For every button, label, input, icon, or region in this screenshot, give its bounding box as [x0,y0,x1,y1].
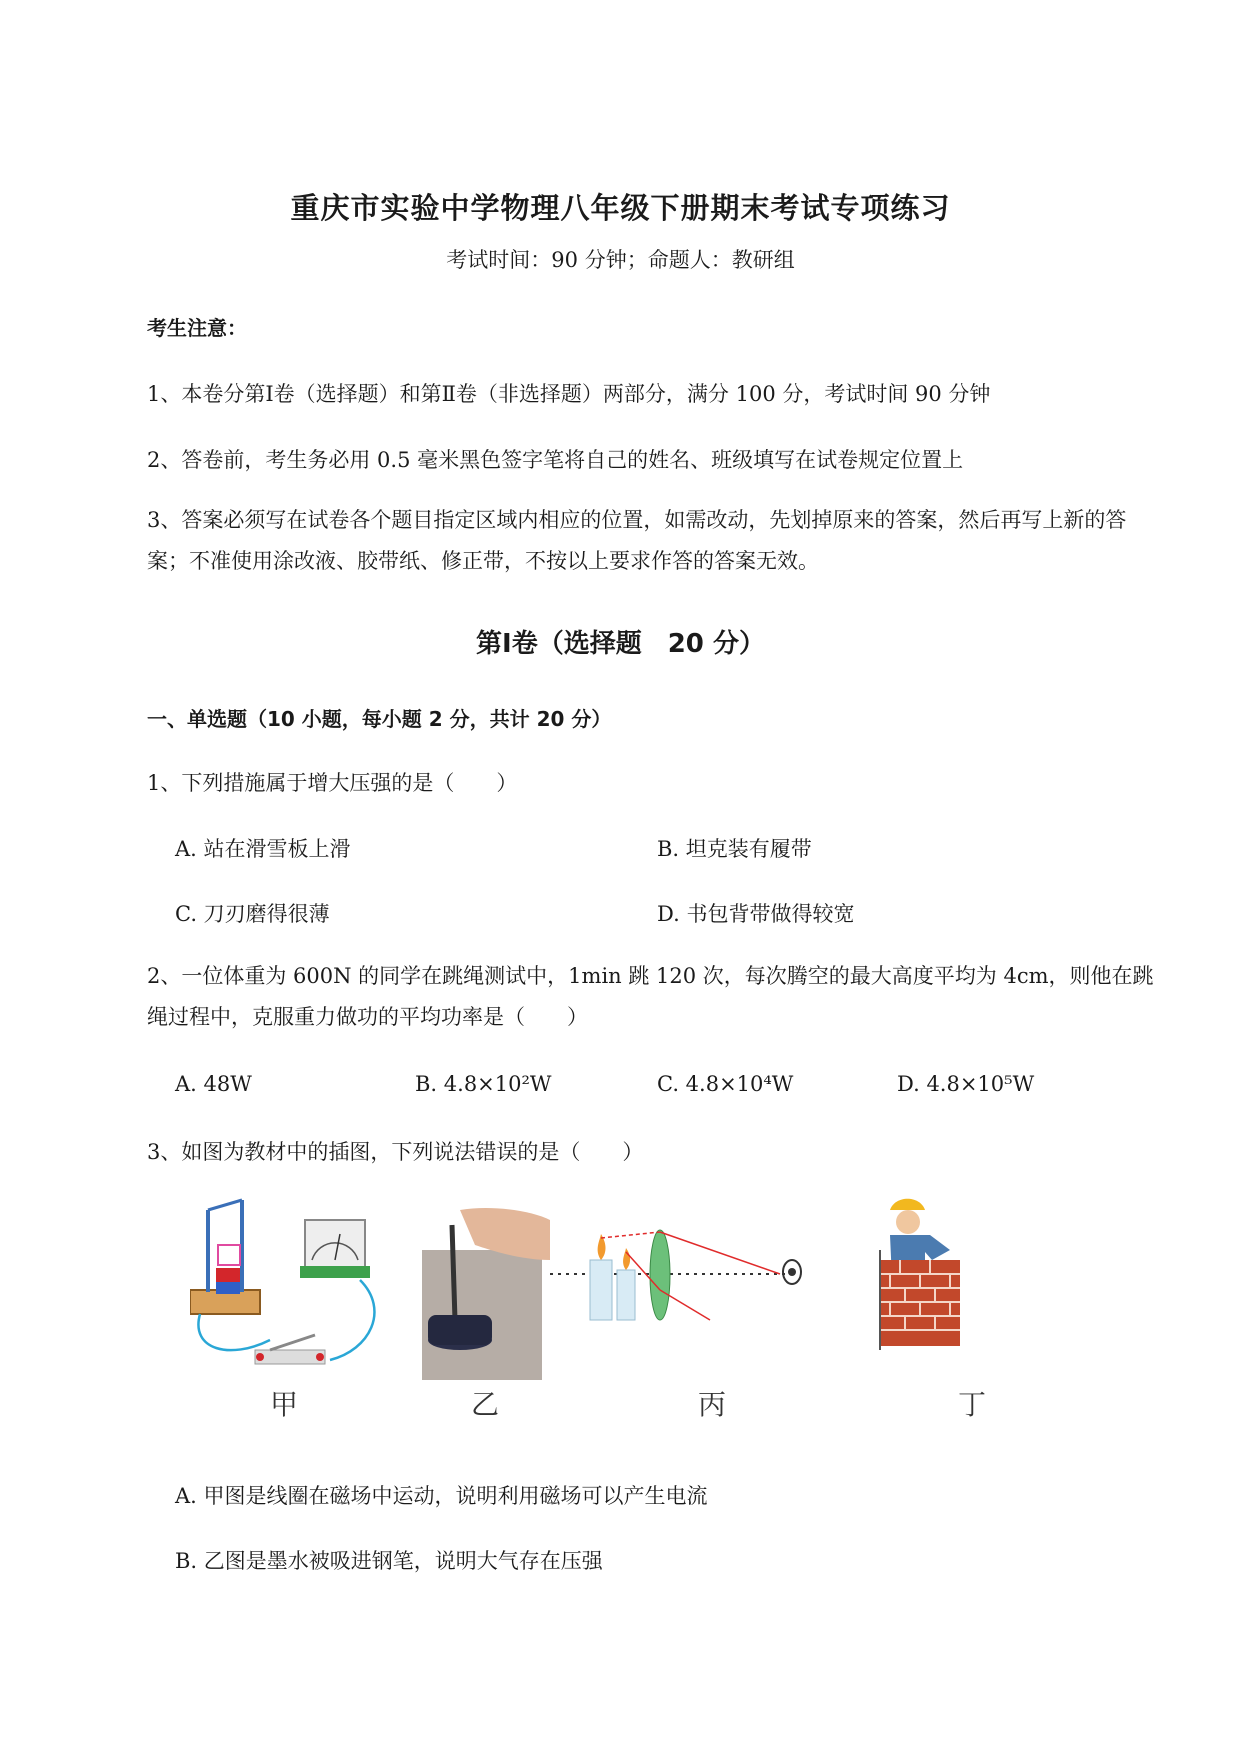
part-title: 一、单选题（10 小题，每小题 2 分，共计 20 分） [147,707,612,731]
q2-option-b: B. 4.8×10²W [415,1072,552,1096]
figure-yi-ink-pen [422,1208,550,1380]
exam-info: 考试时间：90 分钟；命题人：教研组 [446,248,795,272]
notice-item-3: 3、答案必须写在试卷各个题目指定区域内相应的位置，如需改动，先划掉原来的答案，然后再写上新的答案；不准使用涂改液、胶带纸、修正带，不按以上要求作答的答案无效。 [147,508,1127,573]
section-title: 第Ⅰ卷（选择题 20 分） [476,629,765,659]
figure-label-yi: 乙 [471,1388,500,1421]
q2-option-d: D. 4.8×10⁵W [897,1072,1035,1096]
q1-option-c: C. 刀刃磨得很薄 [175,902,330,926]
q3-option-a: A. 甲图是线圈在磁场中运动，说明利用磁场可以产生电流 [175,1484,708,1508]
q2-option-c: C. 4.8×10⁴W [657,1072,794,1096]
figure-label-ding: 丁 [958,1388,987,1421]
q1-option-b: B. 坦克装有履带 [657,837,812,861]
page-title: 重庆市实验中学物理八年级下册期末考试专项练习 [290,191,951,225]
question-1-stem: 1、下列措施属于增大压强的是（ ） [147,771,518,795]
q1-option-a: A. 站在滑雪板上滑 [175,837,351,861]
q3-option-b: B. 乙图是墨水被吸进钢笔，说明大气存在压强 [175,1549,603,1573]
figure-label-jia: 甲 [270,1388,299,1421]
figure-bing-lens [550,1230,801,1320]
figure-jia-apparatus [190,1200,374,1364]
notice-heading: 考生注意： [147,316,247,340]
q1-option-d: D. 书包背带做得较宽 [657,902,855,926]
notice-item-2: 2、答卷前，考生务必用 0.5 毫米黑色签字笔将自己的姓名、班级填写在试卷规定位置上 [147,448,964,472]
question-3-stem: 3、如图为教材中的插图，下列说法错误的是（ ） [147,1140,644,1164]
notice-item-1: 1、本卷分第Ⅰ卷（选择题）和第Ⅱ卷（非选择题）两部分，满分 100 分，考试时间 90 分钟 [147,382,991,406]
q3-figure [190,1190,1090,1420]
q2-option-a: A. 48W [175,1072,252,1096]
figure-label-bing: 丙 [698,1388,727,1421]
figure-ding-brick-wall [880,1199,960,1350]
question-2-stem: 2、一位体重为 600N 的同学在跳绳测试中，1min 跳 120 次，每次腾空的最大高度平均为 4cm，则他在跳绳过程中，克服重力做功的平均功率是（ ） [147,964,1154,1029]
